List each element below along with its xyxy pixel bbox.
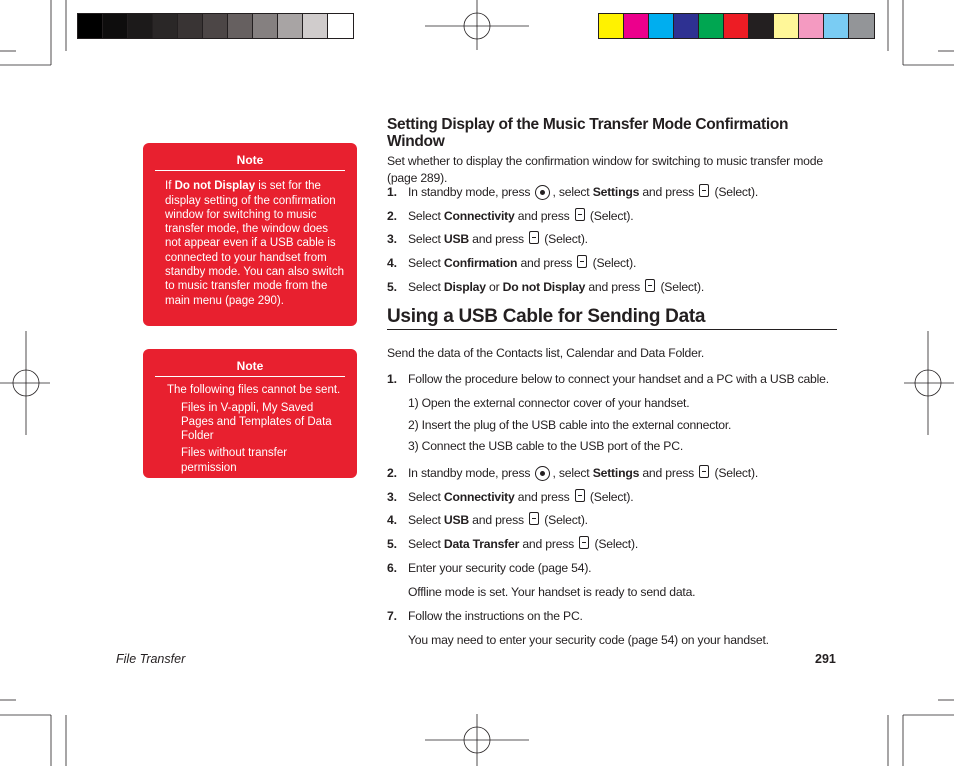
softkey-icon xyxy=(579,536,589,549)
section-intro: Set whether to display the confirmation window for switching to music transfer mode (page 289). xyxy=(387,154,823,185)
note-list-item: Files in V-appli, My Saved Pages and Templates of Data Folder xyxy=(181,401,332,443)
note-title: Note xyxy=(155,153,345,171)
color-swatch xyxy=(599,14,624,38)
color-swatch xyxy=(724,14,749,38)
softkey-icon xyxy=(529,512,539,525)
section-heading: Using a USB Cable for Sending Data xyxy=(387,308,837,330)
color-swatch xyxy=(153,14,178,38)
softkey-icon xyxy=(645,279,655,292)
color-swatch xyxy=(774,14,799,38)
color-swatch xyxy=(849,14,874,38)
color-swatch xyxy=(78,14,103,38)
color-swatch xyxy=(674,14,699,38)
color-swatch xyxy=(203,14,228,38)
color-swatch xyxy=(278,14,303,38)
note-list-item: Files without transfer permission xyxy=(181,447,288,474)
softkey-icon xyxy=(577,255,587,268)
softkey-icon xyxy=(529,231,539,244)
color-swatch xyxy=(178,14,203,38)
color-swatch xyxy=(799,14,824,38)
section-display-confirmation: Setting Display of the Music Transfer Mode Confirmation Window Set whether to display the confirmation window for switching to music transfer mode (page 289). 1. In standby mode, press , select Settings and press (Select). 2. Select Connectivity and press (Select). 3. Select USB and press (Select). 4. Select Confirmation and press (Select). 5. Select Display or Do not Display and press (Select). xyxy=(387,116,837,306)
center-key-icon xyxy=(535,185,550,200)
color-swatch xyxy=(824,14,849,38)
section-intro: Send the data of the Contacts list, Calendar and Data Folder. xyxy=(387,346,705,360)
gray-swatch-bar xyxy=(77,13,354,39)
color-swatch xyxy=(624,14,649,38)
color-swatch-bar xyxy=(598,13,875,39)
color-swatch xyxy=(699,14,724,38)
softkey-icon xyxy=(575,489,585,502)
softkey-icon xyxy=(699,184,709,197)
color-swatch xyxy=(749,14,774,38)
center-key-icon xyxy=(535,466,550,481)
section-heading: Setting Display of the Music Transfer Mode Confirmation Window xyxy=(387,116,789,150)
color-swatch xyxy=(128,14,153,38)
note-title: Note xyxy=(155,359,345,377)
softkey-icon xyxy=(575,208,585,221)
note-intro: The following files cannot be sent. xyxy=(167,384,341,397)
softkey-icon xyxy=(699,465,709,478)
color-swatch xyxy=(228,14,253,38)
page-number: 291 xyxy=(815,652,836,666)
color-swatch xyxy=(103,14,128,38)
color-swatch xyxy=(303,14,328,38)
note-box-2 xyxy=(143,349,357,478)
footer-section-name: File Transfer xyxy=(116,652,186,666)
note-box-1 xyxy=(143,143,357,326)
section-usb-sending: Using a USB Cable for Sending Data Send the data of the Contacts list, Calendar and Data Folder. 1. Follow the procedure below to connect your handset and a PC with a USB cable. 1) Open the external connector cover of your handset. 2) Insert the plug of the USB cable into the external connector. 3) Connect the USB cable to the USB port of the PC. 2. In standby mode, press , select Settings and press (Select). 3. Select Connectivity and press (Select). 4. Select USB and press (Select). 5. Select Data Transfer and press (Select). 6. Enter your security code (page 54). Offline mode is set. Your handset is ready to send data. 7. Follow the instructions on the PC. You may need to enter your security code (page 54) on your handset. xyxy=(387,308,837,653)
color-swatch xyxy=(328,14,353,38)
color-swatch xyxy=(649,14,674,38)
note-text: If Do not Display is set for the display setting of the confirmation window for switching to music transfer mode, the window does not appear even if a USB cable is connected to your handset from standby mode. You can also switch to music transfer mode from the main menu (page 290). xyxy=(165,180,345,307)
color-swatch xyxy=(253,14,278,38)
